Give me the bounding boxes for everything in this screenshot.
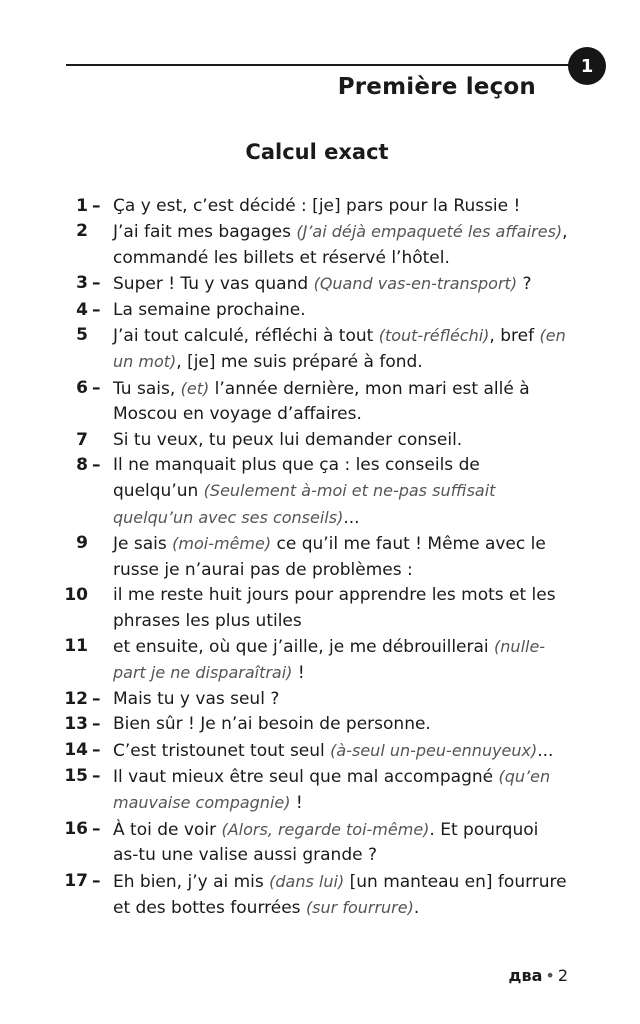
line-number: 9 <box>76 533 88 554</box>
dialogue-line <box>0 634 640 687</box>
line-number: 5 <box>76 325 88 346</box>
line-text: La semaine prochaine. <box>113 299 306 320</box>
line-dash: – <box>92 196 101 216</box>
line-text: ! <box>290 793 303 814</box>
dialogue-line <box>0 323 640 376</box>
line-number: 8 <box>76 455 88 476</box>
line-text: J’ai tout calculé, réfléchi à tout <box>113 326 379 347</box>
line-text: ! <box>292 663 305 684</box>
line-dash: – <box>92 455 101 476</box>
line-dash: – <box>92 765 101 786</box>
line-number: 12 <box>64 688 88 709</box>
line-gloss: mauvaise compagnie) <box>113 793 291 813</box>
line-text: et des bottes fourrées <box>113 897 306 918</box>
line-dash: – <box>92 299 101 320</box>
line-text: Il ne manquait plus que ça : les conseils de <box>113 455 480 476</box>
line-text: [un manteau en] fourrure <box>344 871 567 892</box>
dialogue-line <box>0 219 640 271</box>
line-text: , <box>562 222 568 243</box>
lesson-number-badge <box>568 47 606 85</box>
page-footer <box>509 966 568 985</box>
line-dash: – <box>92 818 101 839</box>
line-number: 13 <box>64 714 88 735</box>
dialogue-line <box>0 712 640 737</box>
line-gloss: part je ne disparaîtrai) <box>113 663 293 683</box>
dialogue-line <box>0 869 640 922</box>
line-gloss: un mot) <box>113 352 177 372</box>
line-number: 6 <box>76 377 88 398</box>
dialogue-line <box>0 764 640 817</box>
line-dash: – <box>92 870 101 891</box>
line-text: l’année dernière, mon mari est allé à <box>209 378 530 399</box>
line-text: Mais tu y vas seul ? <box>113 688 280 709</box>
line-gloss: quelqu’un avec ses conseils) <box>113 507 344 527</box>
dialogue-title: Calcul exact <box>245 140 389 164</box>
line-gloss: (dans lui) <box>269 871 345 891</box>
line-text: Moscou en voyage d’affaires. <box>113 404 362 425</box>
dialogue-line <box>0 687 640 712</box>
line-number: 14 <box>64 739 88 760</box>
line-text: Si tu veux, tu peux lui demander conseil. <box>113 429 463 450</box>
lesson-number: 1 <box>580 55 594 77</box>
line-text: , bref <box>489 326 540 347</box>
line-number: 17 <box>64 870 88 891</box>
line-text: quelqu’un <box>113 481 204 502</box>
lesson-title: Première leçon <box>337 74 536 100</box>
line-text: C’est tristounet tout seul <box>113 740 331 761</box>
line-text: russe je n’aurai pas de problèmes : <box>113 559 413 580</box>
line-gloss: (Seulement à-moi et ne-pas suffisait <box>203 481 496 501</box>
line-text: À toi de voir <box>113 819 222 840</box>
dialogue-line <box>0 298 640 323</box>
line-text: ... <box>537 740 554 761</box>
dialogue-line <box>0 738 640 764</box>
line-text: . <box>413 897 420 918</box>
line-text: Super ! Tu y vas quand <box>113 274 314 295</box>
line-text: il me reste huit jours pour apprendre les mots et les <box>113 585 556 606</box>
line-gloss: (Alors, regarde toi-même) <box>221 819 430 839</box>
line-gloss: (à-seul un-peu-ennuyeux) <box>330 740 538 760</box>
header-rule <box>66 64 586 66</box>
line-number: 11 <box>64 635 88 656</box>
line-text: Il vaut mieux être seul que mal accompagné <box>113 766 499 787</box>
line-text: Tu sais, <box>113 378 181 399</box>
line-number: 1 <box>76 196 88 216</box>
line-gloss: (et) <box>180 378 210 398</box>
dialogue-line <box>0 817 640 869</box>
page-number-word: два <box>508 966 543 985</box>
line-number: 7 <box>76 429 88 450</box>
dialogue-line <box>0 583 640 634</box>
line-gloss: (J’ai déjà empaqueté les affaires) <box>296 222 563 242</box>
line-gloss: (tout-réfléchi) <box>378 326 490 346</box>
line-text: Ça y est, c’est décidé : [je] pars pour la Russie ! <box>113 196 521 216</box>
footer-separator: • <box>545 966 555 985</box>
line-gloss: (moi-même) <box>172 534 272 554</box>
line-text: ce qu’il me faut ! Même avec le <box>271 534 546 555</box>
line-gloss: (nulle- <box>494 636 546 656</box>
line-number: 15 <box>64 765 88 786</box>
dialogue-line <box>0 194 640 219</box>
line-number: 3 <box>76 273 88 294</box>
line-text: J’ai fait mes bagages <box>113 222 297 243</box>
dialogue-line <box>0 428 640 453</box>
line-text: commandé les billets et réservé l’hôtel. <box>113 247 450 268</box>
line-gloss: (en <box>539 326 566 346</box>
line-text: Eh bien, j’y ai mis <box>113 871 270 892</box>
line-number: 10 <box>64 585 88 606</box>
line-text: phrases les plus utiles <box>113 610 302 631</box>
line-number: 16 <box>64 818 88 839</box>
line-text: , [je] me suis préparé à fond. <box>176 352 423 373</box>
line-gloss: (qu’en <box>498 766 551 786</box>
page-number: 2 <box>557 966 568 985</box>
line-dash: – <box>92 688 101 709</box>
line-text: Je sais <box>113 534 173 555</box>
line-text: Bien sûr ! Je n’ai besoin de personne. <box>113 714 431 735</box>
line-text: ? <box>517 274 532 295</box>
dialogue-line <box>0 453 640 531</box>
line-text: . Et pourquoi <box>429 819 539 840</box>
line-dash: – <box>92 714 101 735</box>
line-gloss: (Quand vas-en-transport) <box>313 274 518 294</box>
dialogue-line <box>0 531 640 583</box>
line-text: as-tu une valise aussi grande ? <box>113 845 377 866</box>
line-text: et ensuite, où que j’aille, je me débrouillerai <box>113 636 495 657</box>
line-gloss: (sur fourrure) <box>305 897 414 917</box>
line-dash: – <box>92 739 101 760</box>
dialogue-line <box>0 271 640 297</box>
dialogue-lines <box>0 194 640 921</box>
dialogue-line <box>0 376 640 428</box>
line-dash: – <box>92 273 101 294</box>
line-number: 2 <box>76 221 88 242</box>
line-text: ... <box>343 507 360 528</box>
line-number: 4 <box>76 299 88 320</box>
line-dash: – <box>92 377 101 398</box>
